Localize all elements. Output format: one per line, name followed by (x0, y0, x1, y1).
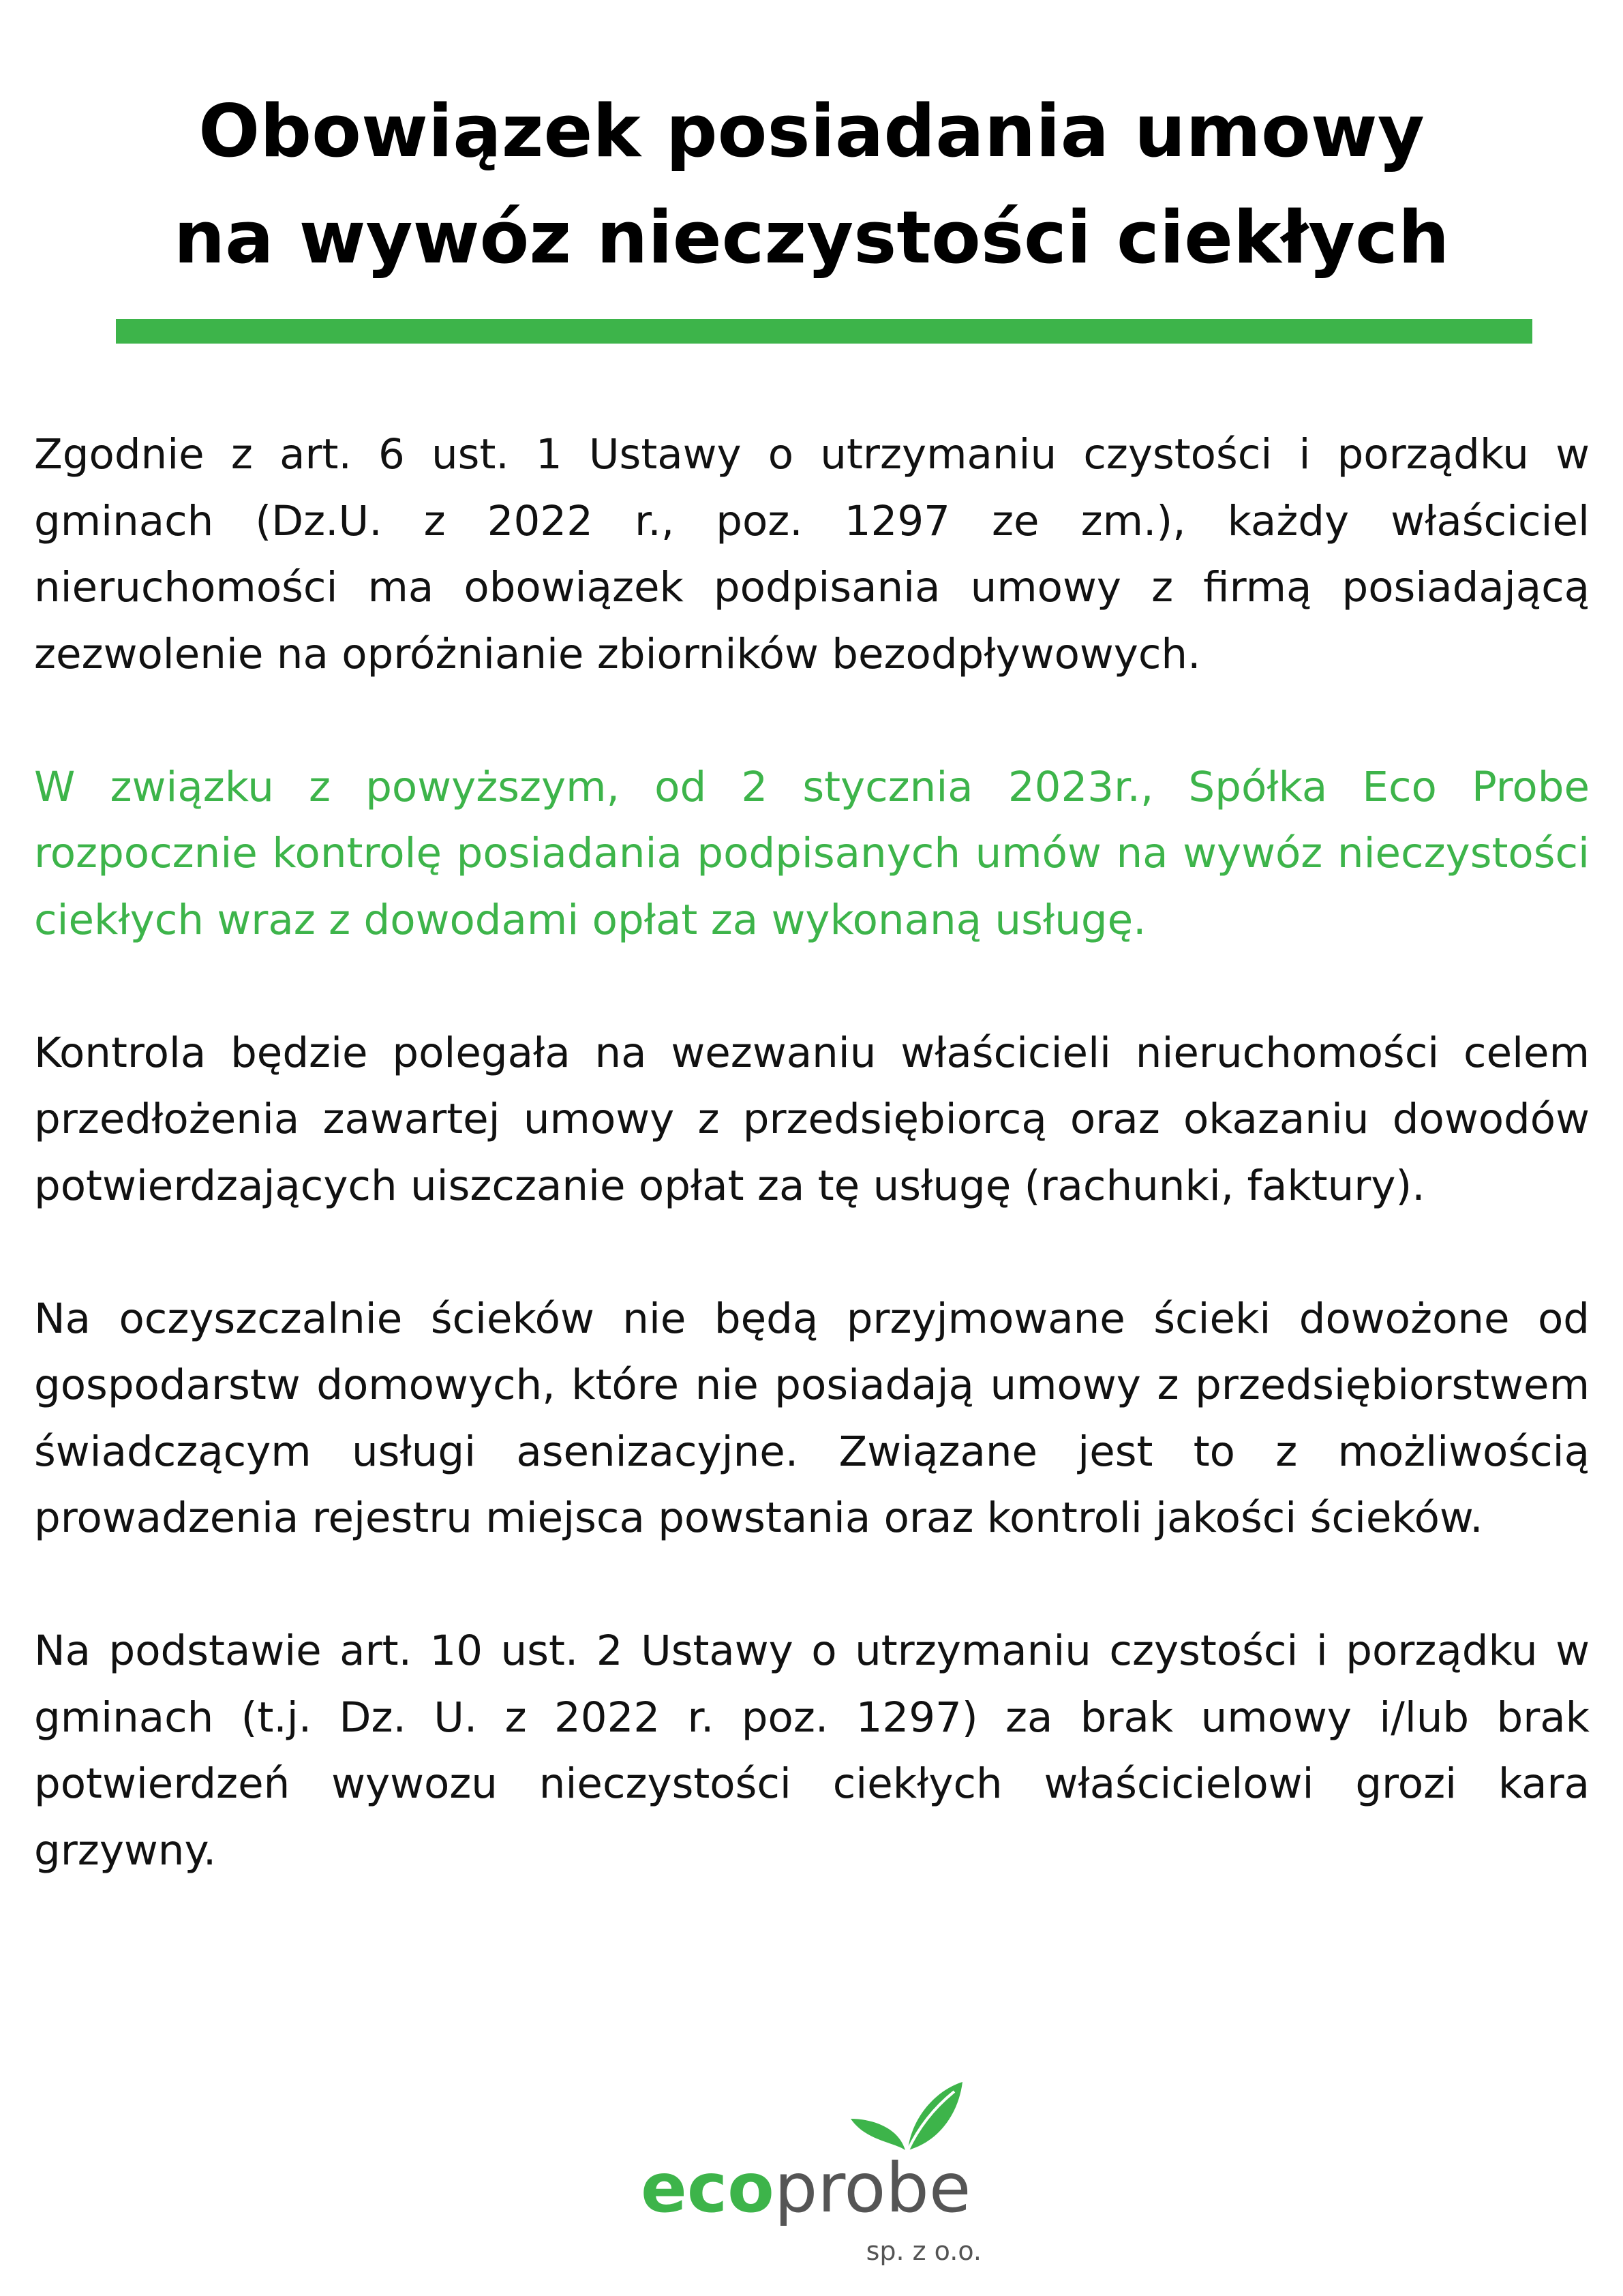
logo-wordmark (641, 2144, 982, 2233)
logo-company-suffix: sp. z o.o. (866, 2236, 982, 2266)
paragraph-wastewater-acceptance: Na oczyszczalnie ścieków nie będą przyjmowane ścieki dowożone od gospodarstw domowych, które nie posiadają umowy z przedsiębiorstwem świadczącym usługi asenizacyjne. Związane jest to z możliwością prowadzenia rejestru miejsca powstania oraz kontroli jakości ścieków. (34, 1294, 1590, 1542)
leaf-sprout-icon (845, 2079, 968, 2154)
paragraph-control-announcement: W związku z powyższym, od 2 stycznia 2023r., Spółka Eco Probe rozpocznie kontrolę posiadania podpisanych umów na wywóz nieczystości ciekłych wraz z dowodami opłat za wykonaną usługę. (34, 762, 1590, 944)
title-divider (116, 319, 1532, 344)
company-logo (641, 2079, 982, 2284)
page-title-line-2: na wywóz nieczystości ciekłych (173, 196, 1450, 280)
paragraph-penalty: Na podstawie art. 10 ust. 2 Ustawy o utrzymaniu czystości i porządku w gminach (t.j. Dz. U. z 2022 r. poz. 1297) za brak umowy i/lub brak potwierdzeń wywozu nieczystości ciekłych właścicielowi grozi kara grzywny. (34, 1627, 1590, 1875)
paragraph-control-procedure: Kontrola będzie polegała na wezwaniu właścicieli nieruchomości celem przedłożenia zawartej umowy z przedsiębiorcą oraz okazaniu dowodów potwierdzających uiszczanie opłat za tę usługę (rachunki, faktury). (34, 1028, 1590, 1210)
page-title-line-1: Obowiązek posiadania umowy (198, 89, 1425, 173)
document-body (34, 421, 1590, 1950)
logo-wordmark-probe: probe (774, 2148, 971, 2228)
logo-wordmark-eco: eco (641, 2148, 774, 2228)
paragraph-legal-basis: Zgodnie z art. 6 ust. 1 Ustawy o utrzymaniu czystości i porządku w gminach (Dz.U. z 2022 r., poz. 1297 ze zm.), każdy właściciel nieruchomości ma obowiązek podpisania umowy z firmą posiadającą zezwolenie na opróżnianie zbiorników bezodpływowych. (34, 430, 1590, 678)
page-title (0, 78, 1623, 291)
